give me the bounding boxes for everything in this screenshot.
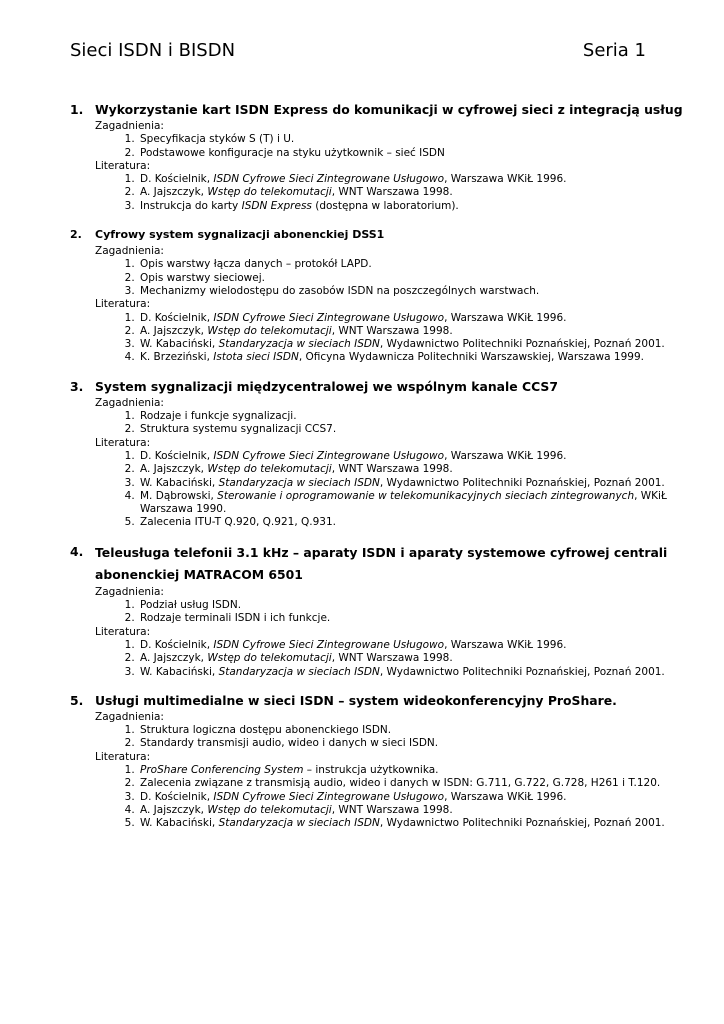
topics-list [95, 599, 690, 626]
literature-list [95, 173, 690, 213]
literature-item: 2. A. Jajszczyk, Wstęp do telekomutacji, WNT Warszawa 1998. [138, 463, 690, 476]
topic-list [70, 100, 690, 842]
literature-item: 3. W. Kabaciński, Standaryzacja w sieciach ISDN, Wydawnictwo Politechniki Poznańskiej, Poznań 2001. [138, 666, 690, 679]
section-body [95, 245, 690, 365]
section-number: 4. [70, 543, 84, 559]
section-title: Teleusługa telefonii 3.1 kHz – aparaty ISDN i aparaty systemowe cyfrowej centrali abonenckiej MATRACOM 6501 [95, 544, 668, 582]
literature-item: 3. W. Kabaciński, Standaryzacja w sieciach ISDN, Wydawnictwo Politechniki Poznańskiej, Poznań 2001. [138, 338, 690, 351]
section-body [95, 120, 690, 213]
topic-item: 1. Struktura logiczna dostępu abonenckiego ISDN. [138, 724, 690, 737]
literature-label: Literatura: [95, 436, 151, 449]
topic-item: 2. Struktura systemu sygnalizacji CCS7. [138, 423, 690, 436]
literature-item: 2. A. Jajszczyk, Wstęp do telekomutacji, WNT Warszawa 1998. [138, 652, 690, 665]
topics-label: Zagadnienia: [95, 585, 164, 598]
literature-item: 5. W. Kabaciński, Standaryzacja w sieciach ISDN, Wydawnictwo Politechniki Poznańskiej, Poznań 2001. [138, 817, 690, 830]
literature-label: Literatura: [95, 625, 151, 638]
topics-list [95, 133, 690, 160]
literature-label: Literatura: [95, 159, 151, 172]
section-heading [70, 691, 690, 711]
literature-item: 1. D. Kościelnik, ISDN Cyfrowe Sieci Zintegrowane Usługowo, Warszawa WKiŁ 1996. [138, 639, 690, 652]
page-header [70, 40, 648, 68]
topic-item: 1. Podział usług ISDN. [138, 599, 690, 612]
topic-section [70, 225, 690, 365]
literature-label: Literatura: [95, 750, 151, 763]
topic-section [70, 100, 690, 213]
literature-list [95, 639, 690, 679]
section-number: 5. [70, 692, 84, 708]
topics-label: Zagadnienia: [95, 245, 164, 258]
document-title: Sieci ISDN i BISDN [70, 40, 236, 61]
literature-item: 3. D. Kościelnik, ISDN Cyfrowe Sieci Zintegrowane Usługowo, Warszawa WKiŁ 1996. [138, 791, 690, 804]
literature-item: 1. D. Kościelnik, ISDN Cyfrowe Sieci Zintegrowane Usługowo, Warszawa WKiŁ 1996. [138, 173, 690, 186]
literature-item: 1. D. Kościelnik, ISDN Cyfrowe Sieci Zintegrowane Usługowo, Warszawa WKiŁ 1996. [138, 312, 690, 325]
topics-label: Zagadnienia: [95, 120, 164, 132]
literature-list [95, 764, 690, 830]
topic-item: 1. Specyfikacja styków S (T) i U. [138, 133, 690, 146]
section-title: Wykorzystanie kart ISDN Express do komunikacji w cyfrowej sieci z integracją usług [95, 102, 683, 117]
section-heading [70, 225, 690, 245]
literature-item: 5. Zalecenia ITU-T Q.920, Q.921, Q.931. [138, 516, 690, 529]
topic-section [70, 377, 690, 530]
topic-item: 2. Podstawowe konfiguracje na styku użytkownik – sieć ISDN [138, 147, 690, 160]
section-number: 3. [70, 378, 84, 394]
section-title: System sygnalizacji międzycentralowej we wspólnym kanale CCS7 [95, 378, 558, 394]
literature-item: 3. Instrukcja do karty ISDN Express (dostępna w laboratorium). [138, 200, 690, 213]
section-title: Cyfrowy system sygnalizacji abonenckiej DSS1 [95, 228, 385, 242]
topics-list [95, 410, 690, 437]
topic-section [70, 691, 690, 831]
literature-item: 4. K. Brzeziński, Istota sieci ISDN, Oficyna Wydawnicza Politechniki Warszawskiej, Warszawa 1999. [138, 351, 690, 364]
topics-list [95, 258, 690, 298]
literature-item: 2. Zalecenia związane z transmisją audio, wideo i danych w ISDN: G.711, G.722, G.728, H261 i T.120. [138, 777, 690, 790]
section-title: Usługi multimedialne w sieci ISDN – system wideokonferencyjny ProShare. [95, 692, 617, 708]
literature-item: 2. A. Jajszczyk, Wstęp do telekomutacji, WNT Warszawa 1998. [138, 186, 690, 199]
topic-item: 1. Opis warstwy łącza danych – protokół LAPD. [138, 258, 690, 271]
section-body [95, 711, 690, 831]
literature-item: 4. M. Dąbrowski, Sterowanie i oprogramowanie w telekomunikacyjnych sieciach zintegrowanych, WKiŁ Warszawa 1990. [138, 490, 690, 517]
series-label: Seria 1 [582, 40, 646, 61]
topic-item: 2. Opis warstwy sieciowej. [138, 272, 690, 285]
literature-item: 3. W. Kabaciński, Standaryzacja w sieciach ISDN, Wydawnictwo Politechniki Poznańskiej, Poznań 2001. [138, 477, 690, 490]
section-body [95, 397, 690, 530]
topic-item: 2. Rodzaje terminali ISDN i ich funkcje. [138, 612, 690, 625]
section-heading [70, 542, 690, 586]
section-body [95, 586, 690, 679]
topic-item: 1. Rodzaje i funkcje sygnalizacji. [138, 410, 690, 423]
topic-item: 2. Standardy transmisji audio, wideo i danych w sieci ISDN. [138, 737, 690, 750]
literature-item: 1. ProShare Conferencing System – instrukcja użytkownika. [138, 764, 690, 777]
literature-item: 4. A. Jajszczyk, Wstęp do telekomutacji, WNT Warszawa 1998. [138, 804, 690, 817]
section-number: 1. [70, 102, 84, 117]
topics-label: Zagadnienia: [95, 710, 164, 723]
topic-item: 3. Mechanizmy wielodostępu do zasobów ISDN na poszczególnych warstwach. [138, 285, 690, 298]
topics-label: Zagadnienia: [95, 396, 164, 409]
section-number: 2. [70, 228, 82, 242]
section-heading [70, 377, 690, 397]
literature-list [95, 312, 690, 365]
literature-list [95, 450, 690, 530]
literature-item: 2. A. Jajszczyk, Wstęp do telekomutacji, WNT Warszawa 1998. [138, 325, 690, 338]
topic-section [70, 542, 690, 679]
literature-label: Literatura: [95, 298, 151, 311]
topics-list [95, 724, 690, 751]
literature-item: 1. D. Kościelnik, ISDN Cyfrowe Sieci Zintegrowane Usługowo, Warszawa WKiŁ 1996. [138, 450, 690, 463]
section-heading [70, 100, 690, 120]
